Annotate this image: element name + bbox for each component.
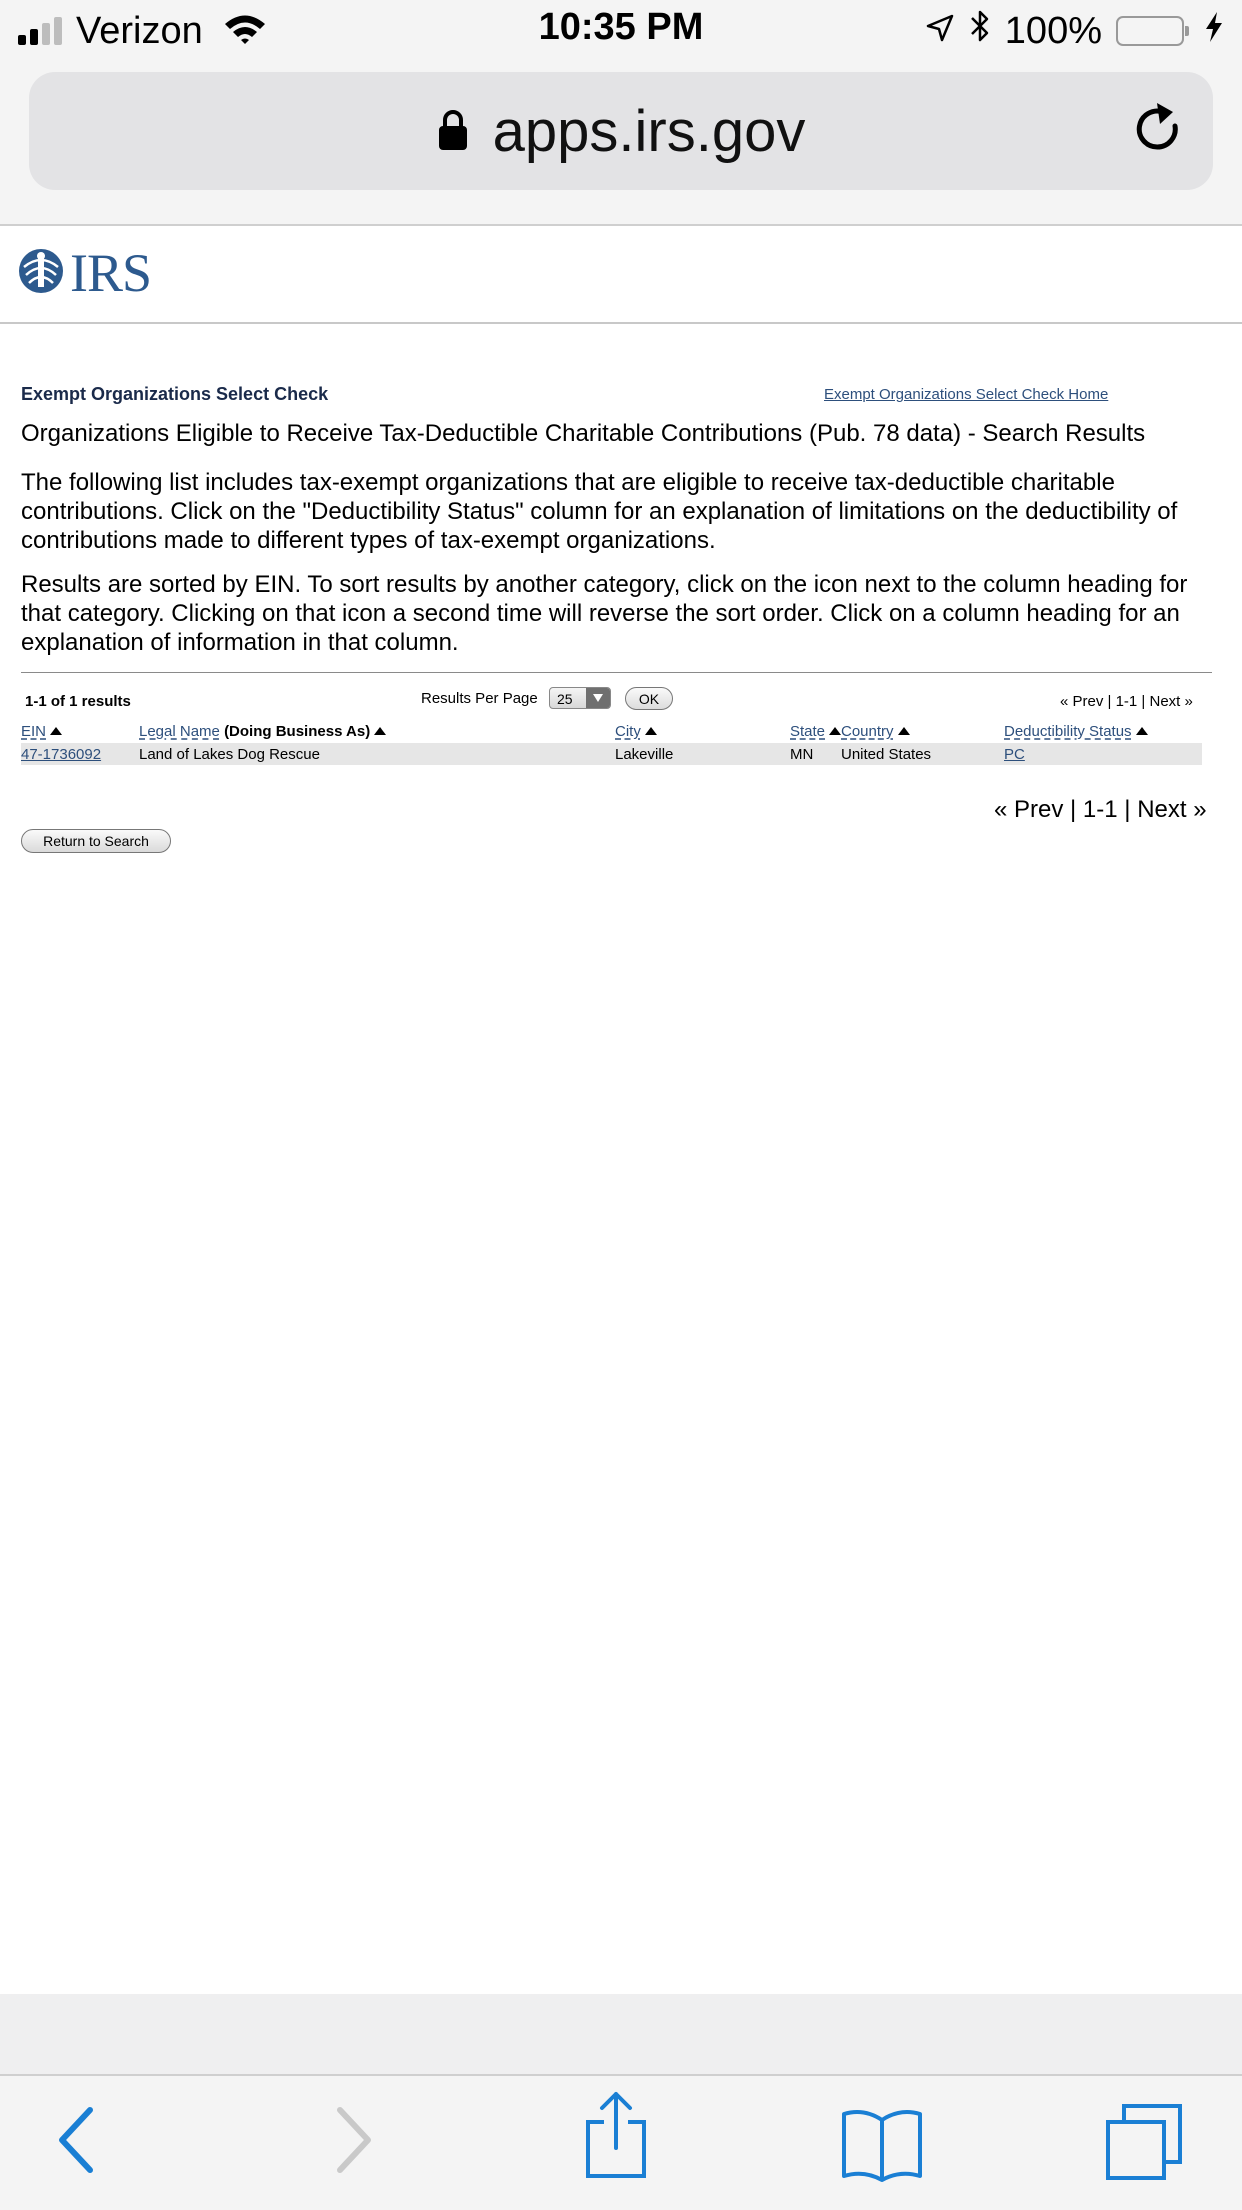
chevron-down-icon: [586, 688, 610, 708]
back-icon[interactable]: [52, 2100, 102, 2185]
forward-icon: [328, 2100, 378, 2185]
bluetooth-icon: [969, 9, 991, 53]
bookmarks-icon[interactable]: [840, 2108, 924, 2187]
org-state: MN: [790, 746, 814, 763]
deductibility-status-link[interactable]: PC: [1004, 746, 1025, 763]
address-bar[interactable]: [29, 72, 1213, 190]
pager-bottom[interactable]: « Prev | 1-1 | Next »: [994, 796, 1207, 823]
page-heading: Organizations Eligible to Receive Tax-Deductible Charitable Contributions (Pub. 78 data) - Search Results: [21, 420, 1146, 447]
sort-instructions: Results are sorted by EIN. To sort results by another category, click on the icon next to the column heading for that category. Clicking on that icon a second time will reverse the sort order. Click on a column heading for an explanation of information in that column.: [21, 571, 1188, 656]
header-ein-label[interactable]: EIN: [21, 723, 47, 740]
org-country: United States: [841, 746, 932, 763]
share-icon[interactable]: [584, 2090, 648, 2185]
reload-icon[interactable]: [1133, 100, 1185, 165]
url-text[interactable]: apps.irs.gov: [492, 98, 806, 164]
tabs-icon[interactable]: [1104, 2102, 1184, 2187]
battery-percent: 100%: [1004, 9, 1102, 52]
ein-link[interactable]: 47-1736092: [21, 746, 102, 763]
irs-eagle-icon: [16, 247, 66, 300]
irs-logo[interactable]: [16, 242, 151, 304]
header-dba-label: (Doing Business As): [224, 723, 371, 740]
intro-paragraph: The following list includes tax-exempt organizations that are eligible to receive tax-deductible charitable contributions. Click on the "Deductibility Status" column for an explanation of limitations on the deductibility of contributions made to different types of tax-exempt organizations.: [21, 469, 1178, 554]
header-country-label[interactable]: Country: [841, 723, 894, 740]
eo-home-link[interactable]: Exempt Organizations Select Check Home: [824, 386, 1109, 403]
address-content[interactable]: [29, 72, 1213, 190]
header-deductibility[interactable]: [1004, 723, 1148, 740]
header-ein[interactable]: [21, 723, 62, 740]
sort-up-icon[interactable]: [829, 727, 841, 735]
header-state[interactable]: [790, 723, 841, 740]
carrier-name: Verizon: [76, 9, 203, 52]
results-count: 1-1 of 1 results: [25, 693, 131, 710]
lock-icon: [437, 98, 469, 165]
results-per-page-select[interactable]: [549, 687, 611, 709]
pager-top[interactable]: « Prev | 1-1 | Next »: [1060, 693, 1193, 710]
header-city[interactable]: [615, 723, 657, 740]
header-legal-name[interactable]: [139, 723, 386, 740]
charging-bolt-icon: [1204, 10, 1224, 53]
status-bar: [0, 0, 1242, 62]
divider: [21, 672, 1212, 673]
return-to-search-button[interactable]: Return to Search: [21, 829, 171, 853]
ok-button[interactable]: OK: [625, 687, 673, 710]
results-per-page-value: 25: [557, 691, 573, 707]
section-title: Exempt Organizations Select Check: [21, 384, 329, 404]
sort-up-icon[interactable]: [374, 727, 386, 735]
irs-logo-text: IRS: [70, 243, 152, 303]
sort-up-icon[interactable]: [898, 727, 910, 735]
status-right: [925, 8, 1224, 54]
header-country[interactable]: [841, 723, 910, 740]
sort-up-icon[interactable]: [645, 727, 657, 735]
org-name: Land of Lakes Dog Rescue: [139, 746, 320, 763]
status-time: 10:35 PM: [538, 6, 704, 48]
battery-icon: [1116, 16, 1184, 46]
toolbar-spacer: [0, 1994, 1242, 2074]
header-city-label[interactable]: City: [615, 723, 641, 740]
results-per-page-label: Results Per Page: [421, 690, 538, 707]
browser-toolbar: [0, 2074, 1242, 2210]
header-legal-name-label[interactable]: Legal Name: [139, 723, 220, 740]
header-state-label[interactable]: State: [790, 723, 826, 740]
location-arrow-icon: [925, 10, 955, 53]
header-deductibility-label[interactable]: Deductibility Status: [1004, 723, 1132, 740]
org-city: Lakeville: [615, 746, 674, 763]
irs-header: [0, 226, 1242, 324]
browser-chrome: [0, 62, 1242, 226]
sort-up-icon[interactable]: [50, 727, 62, 735]
sort-up-icon[interactable]: [1136, 727, 1148, 735]
